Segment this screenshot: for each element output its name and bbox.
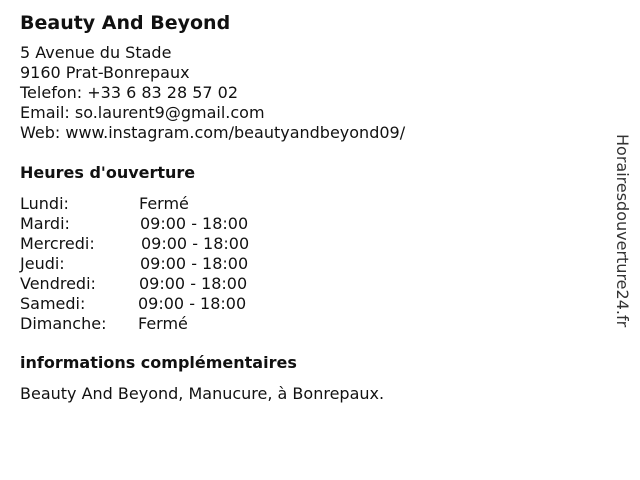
additional-info-text: Beauty And Beyond, Manucure, à Bonrepaux. <box>20 384 385 403</box>
business-card <box>20 10 600 403</box>
email-line: Email: so.laurent9@gmail.com <box>20 103 265 122</box>
hours-row-saturday <box>20 294 320 314</box>
day-hours: Fermé <box>138 314 188 333</box>
additional-info-heading: informations complémentaires <box>20 353 297 372</box>
day-hours: 09:00 - 18:00 <box>140 254 249 273</box>
hours-row-tuesday <box>20 214 320 234</box>
watermark-site-name <box>610 134 634 370</box>
day-hours: 09:00 - 18:00 <box>139 274 248 293</box>
day-hours: Fermé <box>139 194 189 213</box>
day-label: Mardi: <box>20 214 70 233</box>
phone-line: Telefon: +33 6 83 28 57 02 <box>20 83 239 102</box>
day-label: Jeudi: <box>20 254 65 273</box>
hours-row-wednesday <box>20 234 320 254</box>
address-line-2: 9160 Prat-Bonrepaux <box>20 63 190 82</box>
day-label: Dimanche: <box>20 314 107 333</box>
opening-hours-table <box>20 194 320 334</box>
hours-row-monday <box>20 194 320 214</box>
day-hours: 09:00 - 18:00 <box>138 294 247 313</box>
hours-row-friday <box>20 274 320 294</box>
watermark-text: Horairesdouverture24.fr <box>613 134 632 328</box>
business-name: Beauty And Beyond <box>20 12 231 34</box>
day-label: Mercredi: <box>20 234 95 253</box>
day-label: Lundi: <box>20 194 69 213</box>
hours-row-thursday <box>20 254 320 274</box>
day-label: Vendredi: <box>20 274 96 293</box>
day-label: Samedi: <box>20 294 86 313</box>
web-line: Web: www.instagram.com/beautyandbeyond09/ <box>20 123 406 142</box>
address-line-1: 5 Avenue du Stade <box>20 43 172 62</box>
day-hours: 09:00 - 18:00 <box>140 214 249 233</box>
opening-hours-heading: Heures d'ouverture <box>20 163 196 182</box>
day-hours: 09:00 - 18:00 <box>141 234 250 253</box>
hours-row-sunday <box>20 314 320 334</box>
